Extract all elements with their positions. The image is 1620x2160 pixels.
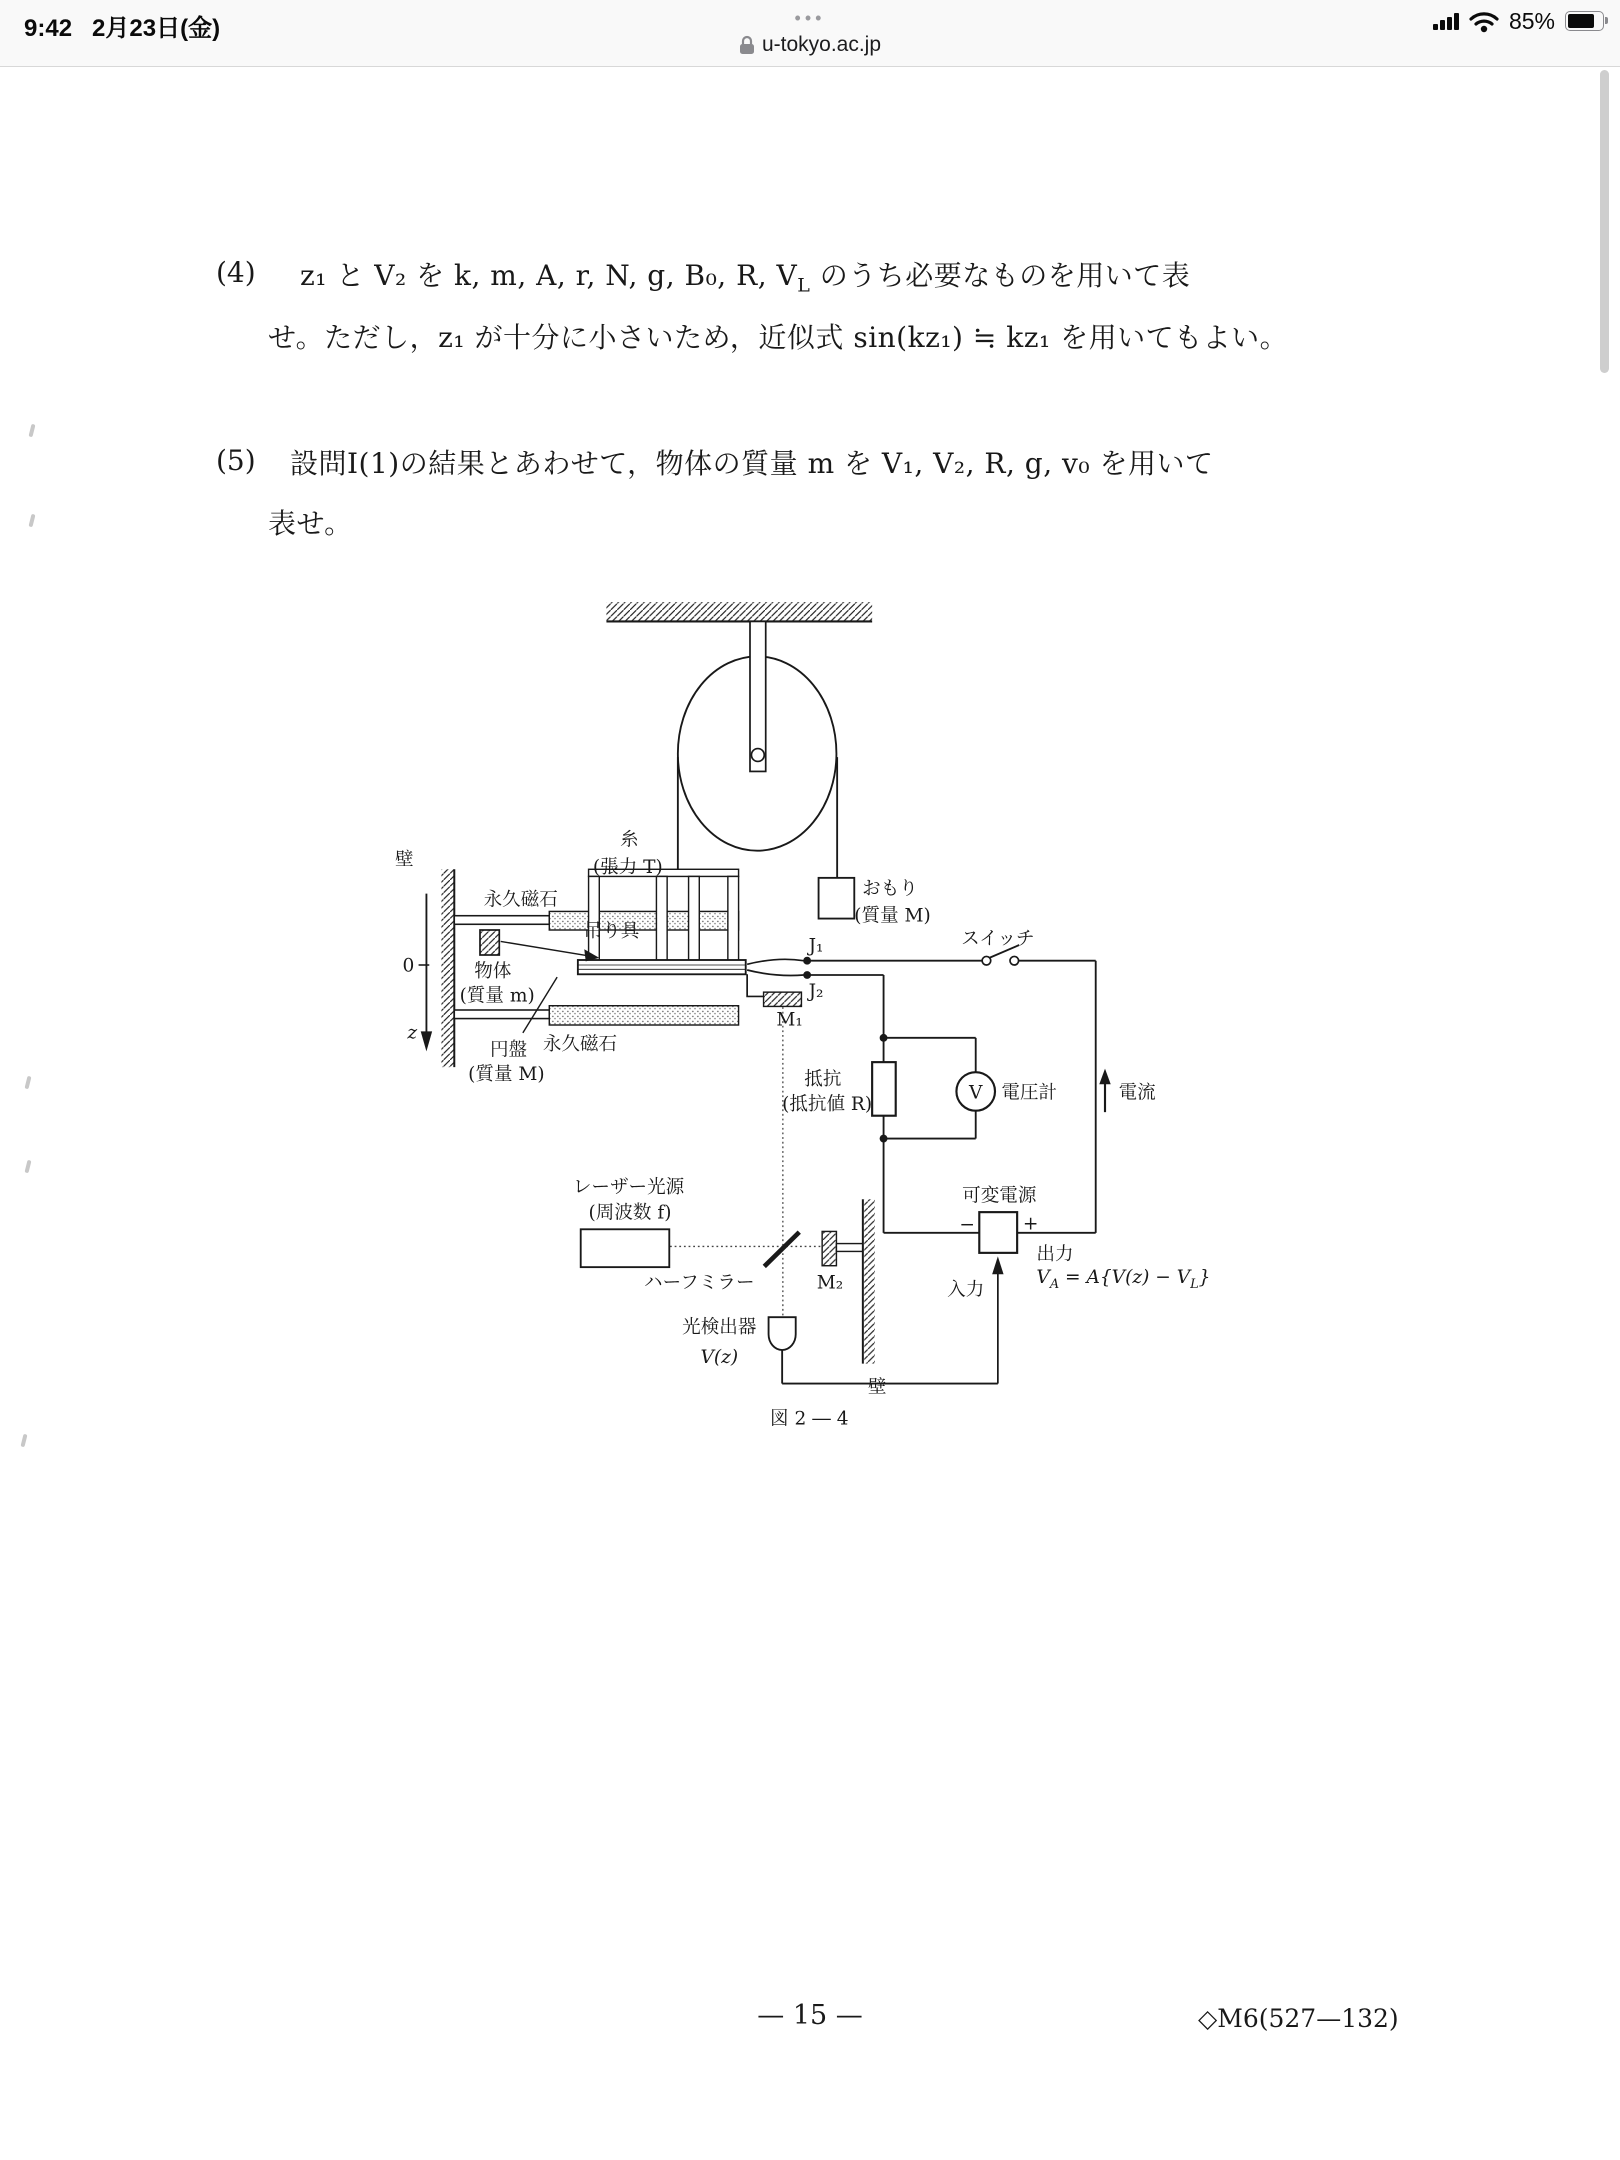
label-current: 電流 xyxy=(1118,1082,1156,1104)
right-wall-hatch xyxy=(864,1199,875,1363)
permanent-magnet-upper xyxy=(549,911,738,930)
label-j1: J₁ xyxy=(808,935,824,957)
label-voltmeter: 電圧計 xyxy=(1001,1082,1058,1104)
switch-contact xyxy=(1010,956,1019,965)
m2-mount-rod xyxy=(836,1244,862,1252)
label-switch: スイッチ xyxy=(961,928,1035,950)
ceiling-hatch xyxy=(606,602,872,621)
cellular-signal-icon xyxy=(1433,13,1459,30)
label-laser-freq: (周波数 f) xyxy=(588,1202,672,1224)
battery-percent: 85% xyxy=(1508,7,1555,34)
label-magnet-bottom: 永久磁石 xyxy=(542,1034,618,1055)
label-half-mirror: ハーフミラー xyxy=(644,1272,755,1294)
label-wall-left: 壁 xyxy=(394,849,414,871)
object-box xyxy=(480,930,499,955)
problem4-line1-text: z₁ と V₂ を k, m, A, r, N, g, B₀, R, V xyxy=(300,259,798,292)
formula-sub-a: A xyxy=(1049,1276,1060,1292)
label-resistor-value: (抵抗値 R) xyxy=(782,1094,873,1115)
label-wall-right: 壁 xyxy=(867,1376,887,1398)
power-supply-box xyxy=(979,1212,1017,1253)
address-bar[interactable] xyxy=(0,33,1620,57)
problem4-line2: せ。ただし，z₁ が十分に小さいため，近似式 sin(kz₁) ≒ kz₁ を用いてもよい。 xyxy=(268,321,1289,354)
hanger-bar xyxy=(589,876,600,961)
support-rod-upper xyxy=(454,916,549,925)
voltmeter-symbol: V xyxy=(969,1082,983,1104)
switch-contact xyxy=(982,956,991,965)
document-code: ◇M6(527—132) xyxy=(1198,2004,1399,2033)
label-object-mass: (質量 m) xyxy=(459,985,535,1007)
problem4-marker: (4) xyxy=(216,256,256,289)
margin-artifact xyxy=(28,424,35,438)
label-magnet-top: 永久磁石 xyxy=(483,889,558,911)
browser-top-bar xyxy=(0,0,1620,67)
permanent-magnet-lower xyxy=(549,1006,738,1025)
plus-sign: + xyxy=(1022,1213,1039,1235)
problem5-line1: 設問Ⅰ(1)の結果とあわせて，物体の質量 m を V₁, V₂, R, g, v₀ を用いて xyxy=(290,447,1214,480)
current-arrowhead xyxy=(1099,1069,1110,1085)
scrollbar-thumb[interactable] xyxy=(1600,70,1609,373)
problem4-line1-text2: のうち必要なものを用いて表 xyxy=(810,259,1191,292)
label-weight: おもり xyxy=(862,878,918,900)
hanger-bar xyxy=(689,876,700,961)
label-string: 糸 xyxy=(619,829,639,851)
mirror-m1 xyxy=(764,992,802,1006)
label-resistor: 抵抗 xyxy=(804,1069,842,1090)
date: 2月23日(金) xyxy=(92,15,221,42)
label-origin: 0 xyxy=(402,955,415,977)
figure-caption: 図 2 ― 4 xyxy=(770,1408,849,1430)
status-right xyxy=(1433,8,1604,34)
pulley-axle xyxy=(751,749,764,762)
formula-v: V xyxy=(1036,1266,1050,1288)
laser-source-box xyxy=(581,1229,670,1267)
input-arrowhead xyxy=(992,1256,1003,1274)
label-j2: J₂ xyxy=(808,981,824,1003)
label-disk-mass: (質量 M) xyxy=(468,1064,545,1085)
margin-artifact xyxy=(28,514,35,528)
label-z: z xyxy=(407,1022,418,1044)
label-string-tension: (張力 T) xyxy=(592,856,663,878)
figure-2-4 xyxy=(0,560,1620,1960)
ceiling xyxy=(606,602,872,621)
page-number: — 15 — xyxy=(757,2000,863,2031)
label-photodetector-v: V(z) xyxy=(700,1346,739,1368)
z-axis-arrowhead xyxy=(421,1031,432,1051)
resistor-box xyxy=(872,1062,896,1116)
problem5-line2: 表せ。 xyxy=(268,507,353,540)
formula-mid: = A{V(z) − V xyxy=(1059,1266,1191,1288)
formula-end: } xyxy=(1198,1266,1211,1288)
wire-j2 xyxy=(747,970,803,976)
label-disk: 円盤 xyxy=(490,1039,528,1061)
url-domain: u-tokyo.ac.jp xyxy=(761,33,882,56)
m1-bracket xyxy=(747,974,763,996)
weight-box xyxy=(819,878,855,919)
wall-hatch xyxy=(441,869,454,1067)
label-hanger: 吊り具 xyxy=(583,921,640,943)
photodetector-dome xyxy=(769,1317,796,1350)
label-photodetector: 光検出器 xyxy=(682,1316,757,1338)
mirror-m2 xyxy=(822,1231,836,1265)
optics xyxy=(581,974,875,1363)
half-mirror-plate xyxy=(764,1232,799,1266)
label-m2: M₂ xyxy=(816,1272,844,1294)
wire-j1 xyxy=(747,959,803,964)
minus-sign: − xyxy=(959,1214,975,1236)
tab-overview-dots-icon[interactable]: ••• xyxy=(794,8,826,28)
wifi-icon xyxy=(1469,9,1499,33)
problem4-line1 xyxy=(300,254,1190,297)
label-laser: レーザー光源 xyxy=(572,1176,685,1198)
hanger-bar xyxy=(728,876,739,961)
problem5-marker: (5) xyxy=(216,444,256,477)
clock: 9:42 xyxy=(24,15,73,42)
problem4-line1-sub: L xyxy=(797,274,811,297)
lock-icon xyxy=(739,35,755,55)
disk-plate xyxy=(578,960,746,974)
label-object: 物体 xyxy=(474,961,512,983)
hanger-bar xyxy=(656,876,667,961)
z-axis xyxy=(419,894,433,1052)
label-weight-mass: (質量 M) xyxy=(854,905,931,927)
label-m1: M₁ xyxy=(776,1009,803,1031)
formula-sub-l: L xyxy=(1190,1276,1199,1292)
label-power-supply: 可変電源 xyxy=(962,1185,1037,1207)
battery-icon xyxy=(1565,11,1604,31)
object-arrow xyxy=(501,941,592,956)
label-input: 入力 xyxy=(947,1279,985,1301)
output-formula xyxy=(1036,1267,1210,1292)
label-output: 出力 xyxy=(1036,1244,1074,1265)
